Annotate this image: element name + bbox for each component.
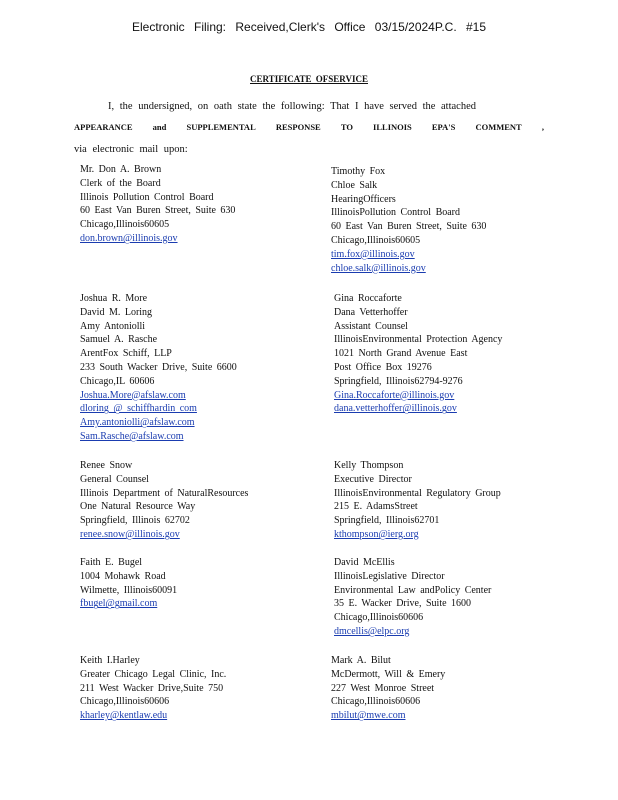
intro-line-3: via electronic mail upon:: [74, 144, 188, 155]
address-line: Springfield, Illinois 62702: [80, 515, 190, 527]
certificate-title: CERTIFICATE OFSERVICE: [250, 74, 368, 84]
intro-word: ILLINOIS: [373, 122, 412, 132]
address-line: Clerk of the Board: [80, 177, 161, 189]
email-link[interactable]: Gina.Roccaforte@illinois.gov: [334, 389, 455, 401]
address-line: HearingOfficers: [331, 193, 396, 205]
address-line: Greater Chicago Legal Clinic, Inc.: [80, 668, 227, 680]
recipient-name: David McEllis: [334, 557, 395, 568]
address-line: General Counsel: [80, 473, 149, 485]
recipient-block: [331, 165, 486, 275]
recipient-block: [334, 292, 502, 416]
address-line: Springfield, Illinois62794-9276: [334, 375, 463, 387]
intro-word: APPEARANCE: [74, 122, 133, 132]
email-link[interactable]: chloe.salk@illinois.gov: [331, 262, 426, 274]
address-line: Chicago,Illinois60605: [331, 234, 421, 246]
address-line: IllinoisEnvironmental Regulatory Group: [334, 487, 501, 499]
address-line: McDermott, Will & Emery: [331, 668, 446, 680]
address-line: Dana Vetterhoffer: [334, 306, 408, 318]
recipient-name: Renee Snow: [80, 460, 133, 471]
address-line: Chicago,Illinois60606: [331, 696, 421, 708]
intro-line-2: [74, 122, 544, 132]
intro-line-1: I, the undersigned, on oath state the following: That I have served the attached: [108, 101, 476, 112]
email-link[interactable]: don.brown@illinois.gov: [80, 232, 178, 244]
address-line: Chicago,Illinois60606: [334, 612, 424, 624]
address-line: Wilmette, Illinois60091: [80, 584, 178, 596]
address-line: 35 E. Wacker Drive, Suite 1600: [334, 598, 472, 610]
address-line: Executive Director: [334, 473, 412, 485]
recipient-name: Mr. Don A. Brown: [80, 164, 162, 175]
recipient-name: Faith E. Bugel: [80, 557, 143, 568]
recipient-block: [334, 556, 491, 639]
address-line: Environmental Law andPolicy Center: [334, 584, 492, 596]
address-line: 1021 North Grand Avenue East: [334, 348, 468, 360]
intro-word: SUPPLEMENTAL: [186, 122, 256, 132]
address-line: Assistant Counsel: [334, 320, 408, 332]
address-line: Chloe Salk: [331, 179, 378, 191]
recipient-name: Kelly Thompson: [334, 460, 404, 471]
email-link[interactable]: dmcellis@elpc.org: [334, 625, 410, 637]
recipient-name: Joshua R. More: [80, 293, 148, 304]
recipient-block: [80, 459, 248, 542]
address-line: IllinoisLegislative Director: [334, 570, 445, 582]
address-line: 233 South Wacker Drive, Suite 6600: [80, 361, 237, 373]
address-line: Chicago,IL 60606: [80, 375, 155, 387]
address-line: One Natural Resource Way: [80, 501, 196, 513]
address-line: Chicago,Illinois60605: [80, 219, 170, 231]
email-link[interactable]: renee.snow@illinois.gov: [80, 528, 180, 540]
recipient-name: Mark A. Bilut: [331, 655, 391, 666]
email-link[interactable]: dana.vetterhoffer@illinois.gov: [334, 403, 457, 415]
address-line: 60 East Van Buren Street, Suite 630: [80, 205, 236, 217]
intro-word: EPA'S: [431, 122, 456, 132]
address-line: Samuel A. Rasche: [80, 334, 158, 346]
address-line: 60 East Van Buren Street, Suite 630: [331, 221, 487, 233]
address-line: Amy Antoniolli: [80, 320, 146, 332]
recipient-block: [80, 163, 235, 246]
intro-word: COMMENT: [475, 122, 522, 132]
address-line: Illinois Pollution Control Board: [80, 191, 214, 203]
address-line: IllinoisPollution Control Board: [331, 207, 461, 219]
address-line: 215 E. AdamsStreet: [334, 501, 418, 513]
address-line: ArentFox Schiff, LLP: [80, 348, 172, 360]
recipient-name: Timothy Fox: [331, 166, 386, 177]
recipient-block: [80, 654, 226, 723]
address-line: IllinoisEnvironmental Protection Agency: [334, 334, 503, 346]
address-line: 211 West Wacker Drive,Suite 750: [80, 682, 224, 694]
email-link[interactable]: dloring @ schiffhardin com: [80, 403, 197, 415]
recipient-block: [80, 292, 237, 444]
intro-word: ,: [541, 122, 544, 132]
email-link[interactable]: Joshua.More@afslaw.com: [80, 389, 186, 401]
email-link[interactable]: Amy.antoniolli@afslaw.com: [80, 417, 195, 429]
email-link[interactable]: mbilut@mwe.com: [331, 710, 406, 722]
recipient-name: Gina Roccaforte: [334, 293, 402, 304]
email-link[interactable]: tim.fox@illinois.gov: [331, 248, 415, 260]
intro-word: TO: [340, 122, 353, 132]
email-link[interactable]: kharley@kentlaw.edu: [80, 710, 168, 722]
email-link[interactable]: kthompson@ierg.org: [334, 528, 419, 540]
address-line: David M. Loring: [80, 306, 153, 318]
recipient-block: [80, 556, 177, 611]
address-line: Chicago,Illinois60606: [80, 696, 170, 708]
address-line: 227 West Monroe Street: [331, 682, 435, 694]
address-line: Illinois Department of NaturalResources: [80, 487, 249, 499]
address-line: 1004 Mohawk Road: [80, 570, 166, 582]
recipient-block: [334, 459, 501, 542]
intro-word: and: [152, 122, 167, 132]
intro-word: RESPONSE: [275, 122, 321, 132]
email-link[interactable]: fbugel@gmail.com: [80, 598, 158, 610]
email-link[interactable]: Sam.Rasche@afslaw.com: [80, 430, 184, 442]
filing-header: Electronic Filing: Received,Clerk's Office 03/15/2024P.C. #15: [131, 20, 487, 34]
recipient-name: Keith I.Harley: [80, 655, 140, 666]
address-line: Post Office Box 19276: [334, 361, 432, 373]
address-line: Springfield, Illinois62701: [334, 515, 440, 527]
recipient-block: [331, 654, 445, 723]
